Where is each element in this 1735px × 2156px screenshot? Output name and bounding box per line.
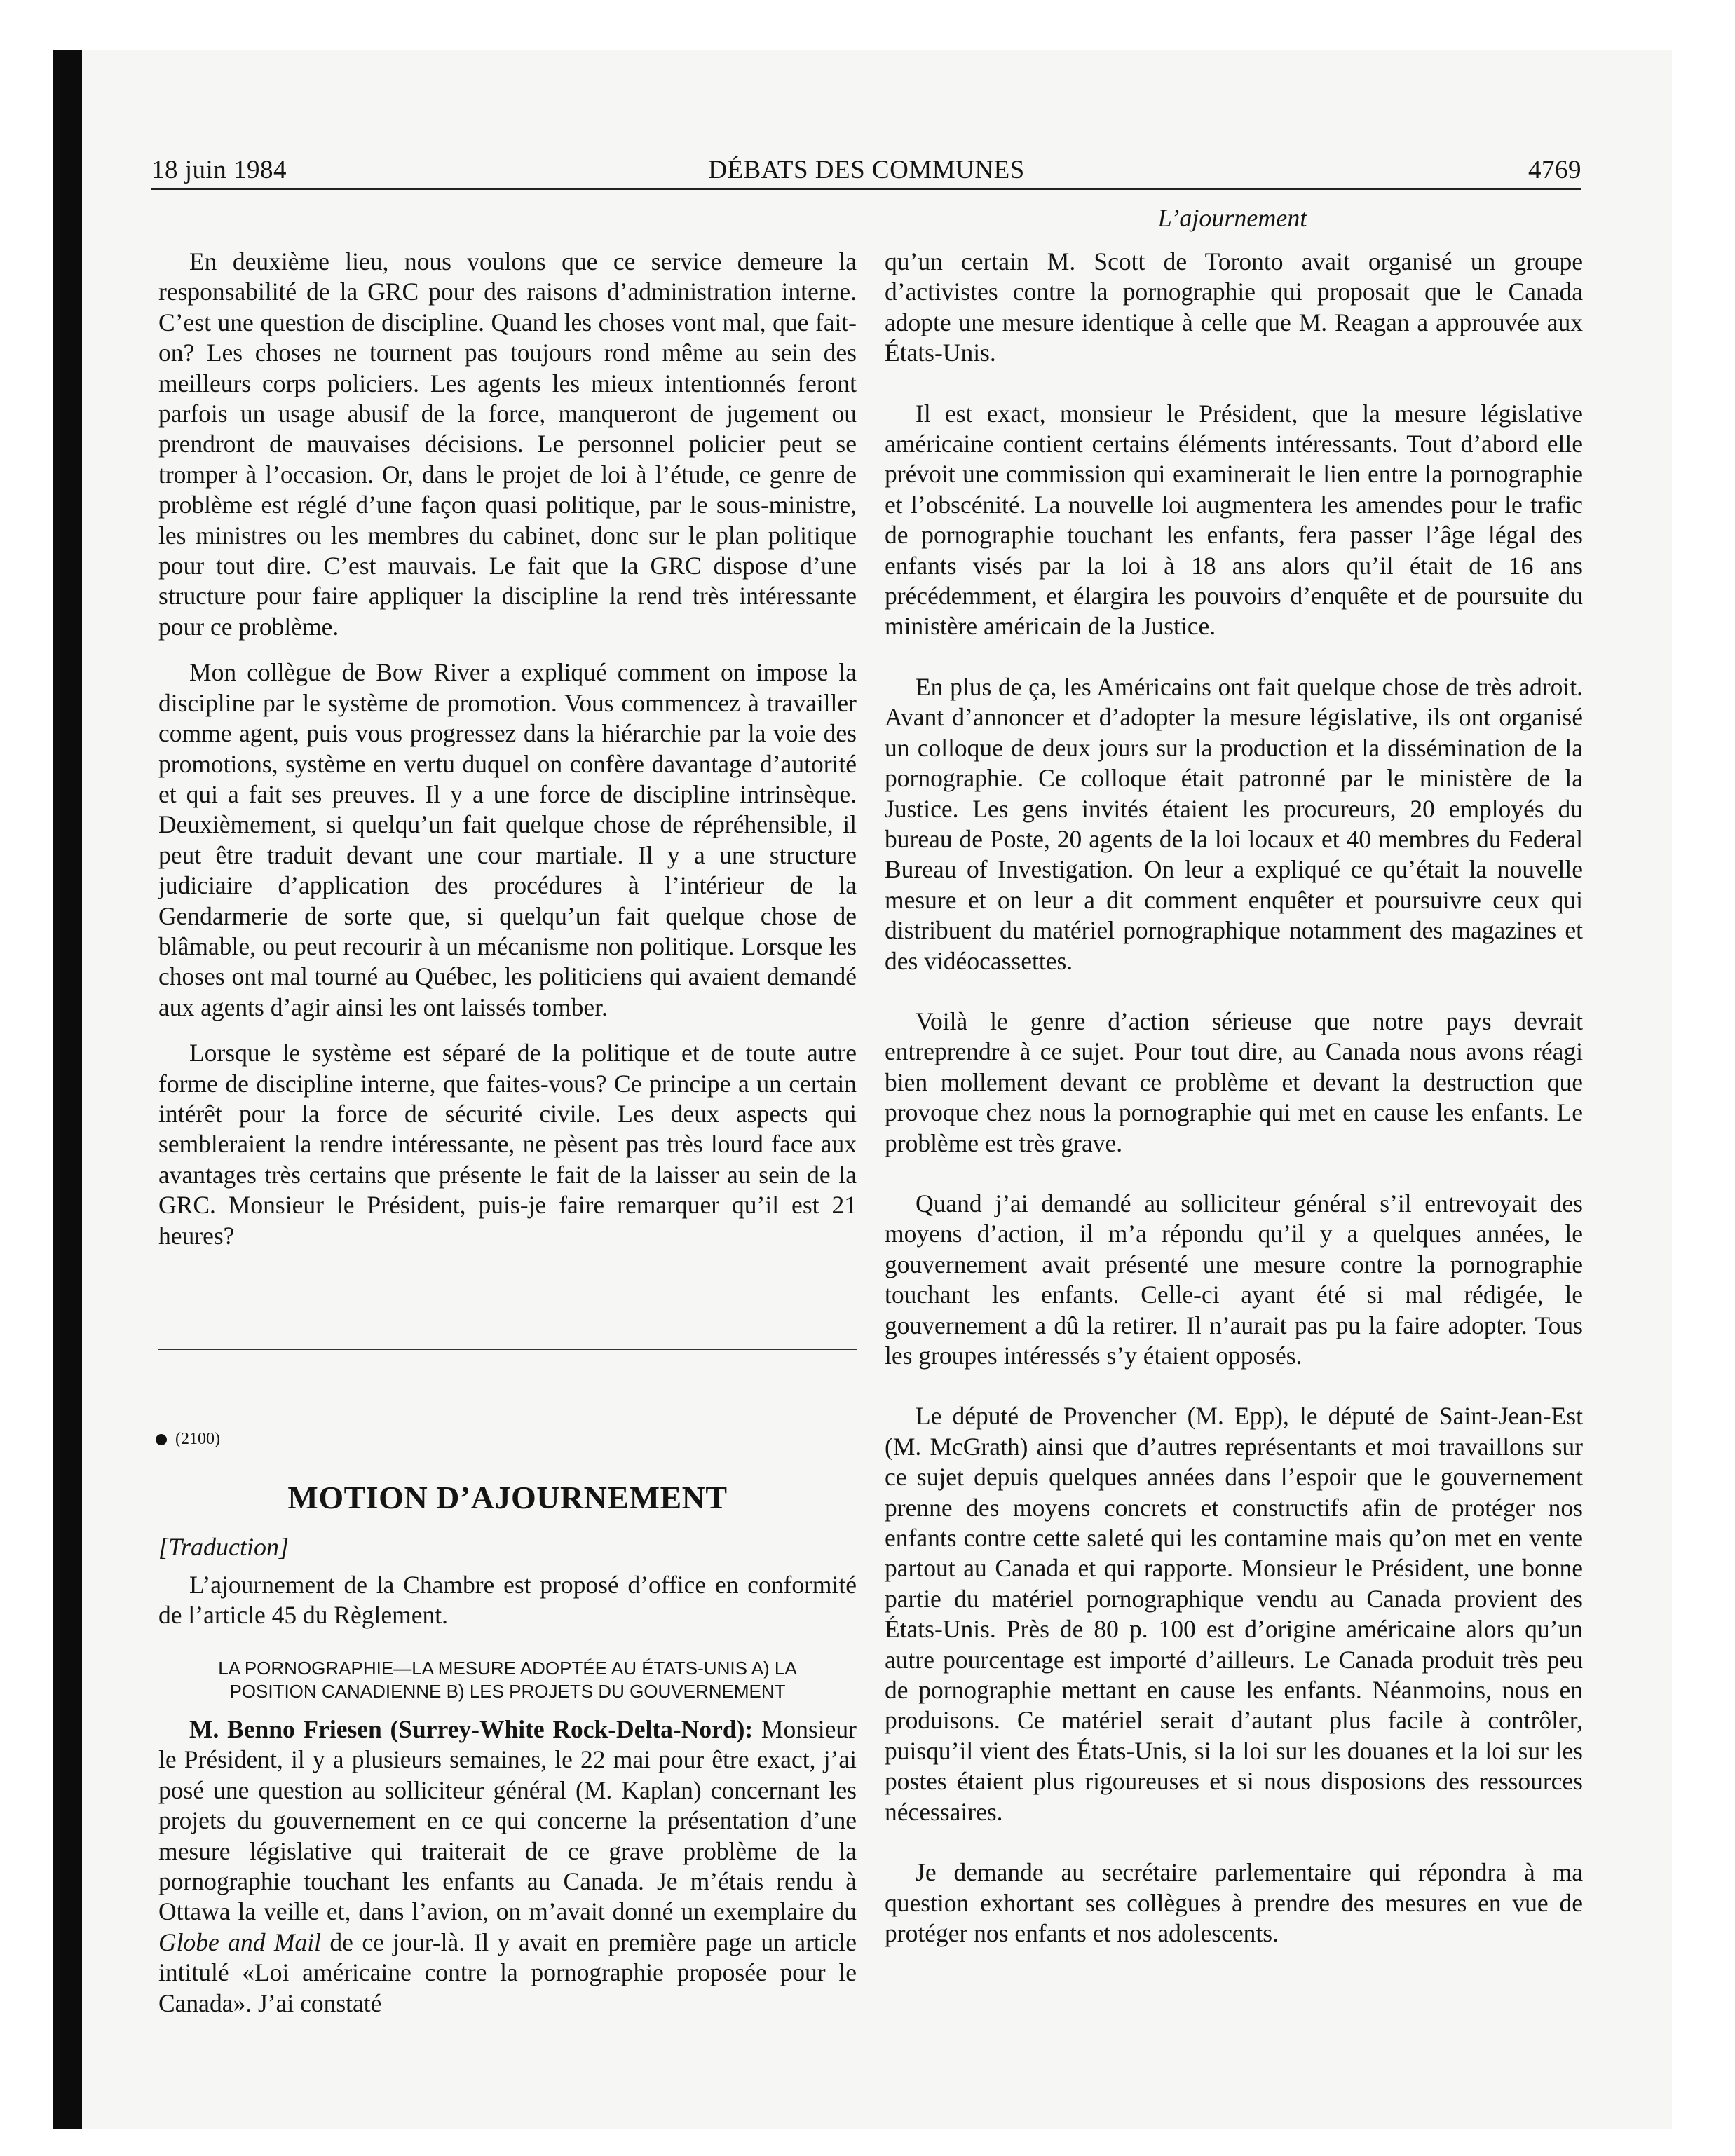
speaker-name: M. Benno Friesen (Surrey-White Rock-Delta-Nord): xyxy=(189,1715,754,1743)
header-date: 18 juin 1984 xyxy=(151,156,287,184)
header-rule xyxy=(151,188,1581,190)
section-divider xyxy=(158,1349,857,1350)
motion-title: MOTION D’AJOURNEMENT xyxy=(287,1480,728,1515)
speech-paragraph xyxy=(158,1714,857,2019)
left-column xyxy=(158,247,857,1267)
right-paragraph: En plus de ça, les Américains ont fait quelque chose de très adroit. Avant d’annoncer et d’adopter la mesure législative, ils ont organisé un colloque de deux jours sur la production et la dissémination de la pornographie. Ce colloque était patronné par le ministère de la Justice. Les gens invités étaient les procureurs, 20 employés du bureau de Poste, 20 agents de la loi locaux et 40 membres du Federal Bureau of Investigation. On leur a expliqué ce qu’était la nouvelle mesure et on leur a dit comment enquêter et poursuivre ceux qui distribuent du matériel pornographique notamment des magazines et des vidéocassettes. xyxy=(885,672,1583,975)
time-marker-text: (2100) xyxy=(175,1430,220,1448)
translation-note: [Traduction] xyxy=(158,1533,290,1561)
time-marker xyxy=(156,1430,220,1449)
left-paragraph: Mon collègue de Bow River a expliqué comment on impose la discipline par le système de promotion. Vous commencez à travailler comme agent, puis vous progressez dans la hiérarchie par la voie des promotions, système en vertu duquel on confère davantage d’autorité et qui a fait ses preuves. Il y a une force de discipline intrinsèque. Deuxièmement, si quelqu’un fait quelque chose de répréhensible, il peut être traduit devant une cour martiale. Il y a une structure judiciaire d’application des procédures à l’intérieur de la Gendarmerie de sorte que, si quelqu’un fait quelque chose de blâmable, ou peut recourir à un mécanisme non politique. Lorsque les choses ont mal tourné au Québec, les politiciens qui avaient demandé aux agents d’agir ainsi les ont laissés tomber. xyxy=(158,658,857,1021)
right-paragraph: Quand j’ai demandé au solliciteur général s’il entrevoyait des moyens d’action, il m’a répondu qu’il y a quelques années, le gouvernement avait présenté une mesure contre la pornographie touchant les enfants. Celle-ci ayant été si mal rédigée, le gouvernement a dû la retirer. Il n’aurait pas pu la faire adopter. Tous les groupes intéressés s’y étaient opposés. xyxy=(885,1189,1583,1370)
section-heading: L’ajournement xyxy=(1157,204,1307,232)
right-column xyxy=(885,247,1583,1979)
header-publication: DÉBATS DES COMMUNES xyxy=(708,156,1025,184)
page-header xyxy=(151,156,1581,191)
right-paragraph: Le député de Provencher (M. Epp), le député de Saint-Jean-Est (M. McGrath) ainsi que d’autres représentants et moi travaillons sur ce sujet depuis quelques années dans l’espoir que le gouvernement prenne des moyens concrets et constructifs afin de protéger nos enfants contre cette saleté qui les contamine mais qu’on met en vente partout au Canada et qui rapporte. Monsieur le Président, une bonne partie du matériel pornographique vendu au Canada provient des États-Unis. Près de 80 p. 100 est d’origine américaine alors qu’un autre pourcentage est importé d’ailleurs. Le Canada produit très peu de pornographie mettant en cause les enfants. Néanmoins, nous en produisons. Ce matériel serait d’autant plus facile à contrôler, puisqu’il vient des États-Unis, si la loi sur les douanes et la loi sur les postes étaient plus rigoureuses et si nous disposions des ressources nécessaires. xyxy=(885,1402,1583,1826)
right-paragraph: Voilà le genre d’action sérieuse que notre pays devrait entreprendre à ce sujet. Pour tout dire, au Canada nous avons réagi bien mollement devant ce problème et devant la destruction que provoque chez nous la pornographie qui met en cause les enfants. Le problème est très grave. xyxy=(885,1007,1583,1157)
newspaper-title: Globe and Mail xyxy=(158,1928,321,1956)
right-paragraph: Il est exact, monsieur le Président, que la mesure législative américaine contient certains éléments intéressants. Tout d’abord elle prévoit une commission qui examinerait le lien entre la pornographie et l’obscénité. La nouvelle loi augmentera les amendes pour le trafic de pornographie touchant les enfants, fera passer l’âge légal des enfants visés par la loi à 18 ans alors qu’il était de 16 ans précédemment, et élargira les pouvoirs d’enquête et de poursuite du ministère américain de la Justice. xyxy=(885,399,1583,641)
subject-heading: LA PORNOGRAPHIE—LA MESURE ADOPTÉE AU ÉTATS-UNIS A) LA POSITION CANADIENNE B) LES PROJETS DU GOUVERNEMENT xyxy=(218,1658,797,1702)
scan-edge xyxy=(53,50,82,2129)
left-paragraph: Lorsque le système est séparé de la politique et de toute autre forme de discipline interne, que faites-vous? Ce principe a un certain intérêt pour la force de sécurité civile. Les deux aspects qui sembleraient la rendre intéressante, ne pèsent pas très lourd face aux avantages très certains que présente le fait de la laisser au sein de la GRC. Monsieur le Président, puis-je faire remarquer qu’il est 21 heures? xyxy=(158,1039,857,1250)
speech-text-2: de ce jour-là. Il y avait en première page un article intitulé «Loi américaine contre la pornographie proposée pour le Canada». J’ai constaté xyxy=(158,1928,857,2017)
right-paragraph: qu’un certain M. Scott de Toronto avait organisé un groupe d’activistes contre la pornographie qui proposait que le Canada adopte une mesure identique à celle que M. Reagan a approuvée aux États-Unis. xyxy=(885,247,1583,367)
header-page-number: 4769 xyxy=(1528,156,1581,184)
left-paragraph: En deuxième lieu, nous voulons que ce service demeure la responsabilité de la GRC pour des raisons d’administration interne. C’est une question de discipline. Quand les choses vont mal, que fait-on? Les choses ne tournent pas toujours rond même au sein des meilleurs corps policiers. Les agents les mieux intentionnés feront parfois un usage abusif de la force, manqueront de jugement ou prendront de mauvaises décisions. Le personnel policier peut se tromper à l’occasion. Or, dans le projet de loi à l’étude, ce genre de problème est réglé d’une façon quasi politique, par le sous-ministre, les ministres ou les membres du cabinet, donc sur le plan politique pour tout dire. C’est mauvais. Le fait que la GRC dispose d’une structure pour faire appliquer la discipline la rend très intéressante pour ce problème. xyxy=(158,247,857,641)
adjournment-text: L’ajournement de la Chambre est proposé d’office en conformité de l’article 45 du Règlement. xyxy=(158,1571,857,1630)
right-paragraph: Je demande au secrétaire parlementaire qui répondra à ma question exhortant ses collègues à prendre des mesures en vue de protéger nos enfants et nos adolescents. xyxy=(885,1858,1583,1947)
speech-text-1: Monsieur le Président, il y a plusieurs semaines, le 22 mai pour être exact, j’ai posé une question au solliciteur général (M. Kaplan) concernant les projets du gouvernement en ce qui concerne la présentation d’une mesure législative qui traiterait de ce grave problème de la pornographie touchant les enfants au Canada. Je m’étais rendu à Ottawa la veille et, dans l’avion, on m’avait donné un exemplaire du xyxy=(158,1715,857,1926)
bullet-icon xyxy=(156,1434,167,1445)
